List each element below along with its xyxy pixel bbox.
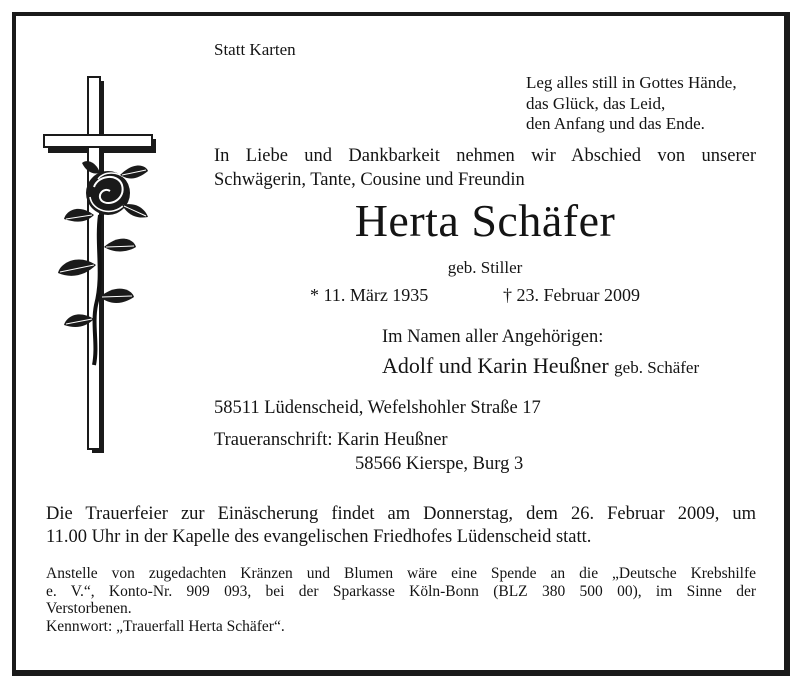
verse-line: Leg alles still in Gottes Hände, [526,73,737,92]
mourning-address-line1: Traueranschrift: Karin Heußner [214,430,448,450]
cross-icon [38,75,158,455]
donation-line: e. V.“, Konto-Nr. 909 093, bei der Sparkasse Köln-Bonn (BLZ 380 500 00), im Sinne der [46,582,756,600]
donation-line: Anstelle von zugedachten Kränzen und Blumen wäre eine Spende an die „Deutsche Krebshilfe [46,565,756,582]
verse-block [526,73,737,135]
death-date: † 23. Februar 2009 [503,285,640,305]
donation-text [46,565,756,635]
donation-line: Kennwort: „Trauerfall Herta Schäfer“. [46,617,285,635]
ceremony-line: Die Trauerfeier zur Einäscherung findet am Donnerstag, dem 26. Februar 2009, um [46,504,756,524]
intro-line: In Liebe und Dankbarkeit nehmen wir Abschied von unserer [214,146,756,166]
mourners-intro: Im Namen aller Angehörigen: [382,327,604,347]
mourners-suffix: geb. Schäfer [614,358,700,377]
ceremony-line: 11.00 Uhr in der Kapelle des evangelischen Friedhofes Lüdenscheid statt. [46,527,592,547]
verse-line: den Anfang und das Ende. [526,114,705,133]
residence-address: 58511 Lüdenscheid, Wefelshohler Straße 17 [214,398,541,418]
mourning-address-line2: 58566 Kierspe, Burg 3 [355,454,524,474]
statt-karten-label: Statt Karten [214,40,296,59]
maiden-name: geb. Stiller [447,258,523,277]
birth-date: * 11. März 1935 [310,285,429,305]
intro-line: Schwägerin, Tante, Cousine und Freundin [214,170,525,190]
intro-text [214,144,756,192]
deceased-name: Herta Schäfer [354,195,616,246]
donation-line: Verstorbenen. [46,600,132,617]
mourners-names [382,353,699,379]
mourners-names-text: Adolf und Karin Heußner [382,353,609,378]
verse-line: das Glück, das Leid, [526,93,666,113]
ceremony-text [46,503,756,549]
